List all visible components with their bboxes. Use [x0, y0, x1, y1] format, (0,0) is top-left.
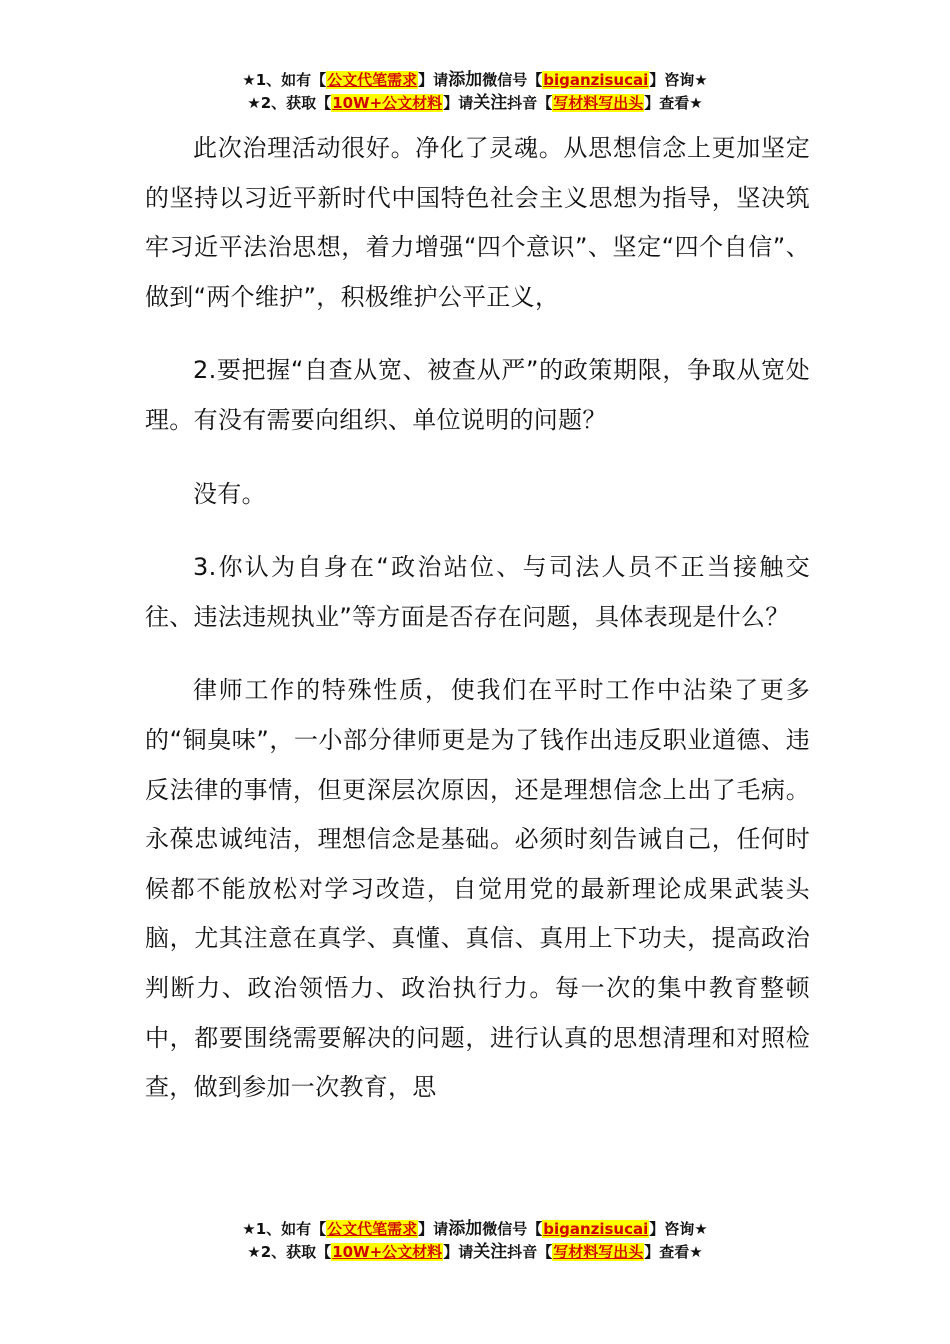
body-paragraph: 律师工作的特殊性质，使我们在平时工作中沾染了更多的“铜臭味”，一小部分律师更是为了钱作出违反职业道德、违反法律的事情，但更深层次原因，还是理想信念上出了毛病。永葆忠诚纯洁，理想信念是基础。必须时刻告诫自己，任何时候都不能放松对学习改造，自觉用党的最新理论成果武装头脑，尤其注意在真学、真懂、真信、真用上下功夫，提高政治判断力、政治领悟力、政治执行力。每一次的集中教育整顿中，都要围绕需要解决的问题，进行认真的思想清理和对照检查，做到参加一次教育，思 [145, 676, 810, 1102]
header-banner [0, 69, 950, 115]
footer-line-1: ★1、如有【公文代笔需求】请添加微信号【biganzisucai】咨询★ [242, 1219, 708, 1239]
document-body [145, 124, 810, 1113]
header-line-2: ★2、获取【10W+公文材料】请关注抖音【写材料写出头】查看★ [247, 93, 703, 113]
body-paragraph: 没有。 [193, 479, 266, 508]
ad-highlight-ghostwriting: 公文代笔需求 [327, 71, 418, 89]
ad-highlight-douyin: 写材料写出头 [553, 94, 644, 112]
footer-line-2: ★2、获取【10W+公文材料】请关注抖音【写材料写出头】查看★ [247, 1242, 703, 1262]
body-paragraph: 此次治理活动很好。净化了灵魂。从思想信念上更加坚定的坚持以习近平新时代中国特色社会主义思想为指导，坚决筑牢习近平法治思想，着力增强“四个意识”、坚定“四个自信”、做到“两个维护”，积极维护公平正义， [145, 134, 810, 311]
footer-banner [0, 1218, 950, 1264]
ad-highlight-wechat-id: biganzisucai [543, 1220, 649, 1238]
ad-highlight-ghostwriting: 公文代笔需求 [327, 1220, 418, 1238]
ad-highlight-materials: 10W+公文材料 [332, 94, 443, 112]
ad-highlight-wechat-id: biganzisucai [543, 71, 649, 89]
ad-highlight-douyin: 写材料写出头 [553, 1243, 644, 1261]
ad-highlight-materials: 10W+公文材料 [332, 1243, 443, 1261]
header-line-1: ★1、如有【公文代笔需求】请添加微信号【biganzisucai】咨询★ [242, 70, 708, 90]
body-paragraph: 3.你认为自身在“政治站位、与司法人员不正当接触交往、违法违规执业”等方面是否存在问题，具体表现是什么？ [145, 553, 810, 631]
body-paragraph: 2.要把握“自查从宽、被查从严”的政策期限，争取从宽处理。有没有需要向组织、单位说明的问题？ [145, 356, 810, 434]
